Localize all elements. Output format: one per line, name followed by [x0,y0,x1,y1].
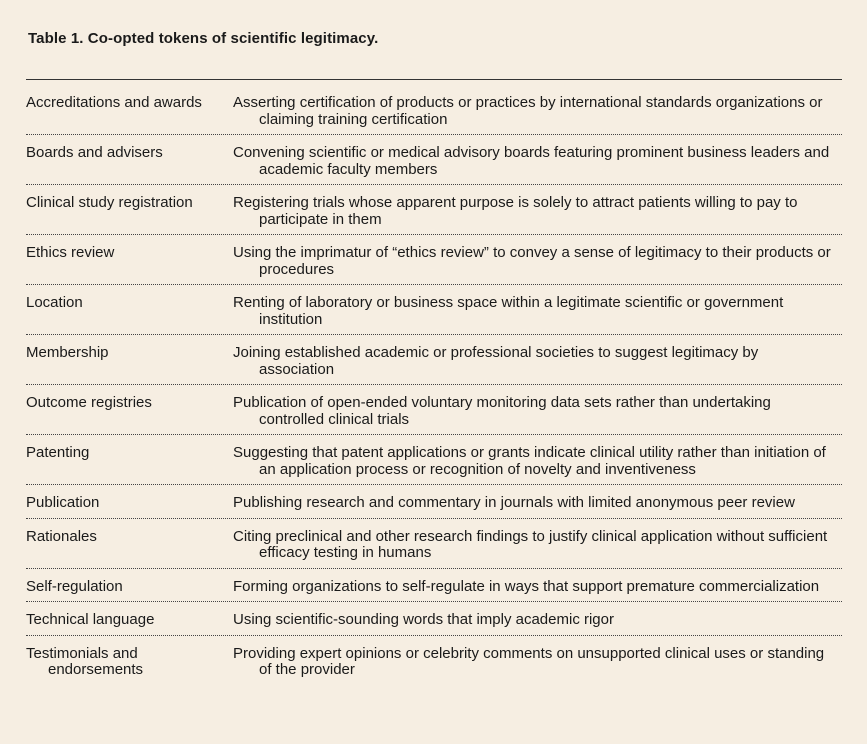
top-rule [26,79,842,80]
row-term: Self-regulation [26,577,123,595]
table-row [26,343,842,385]
row-description: Providing expert opinions or celebrity comments on unsupported clinical uses or standing of the provider [233,644,825,678]
row-term: Patenting [26,444,90,461]
row-description: Asserting certification of products or practices by international standards organizations or claiming training certification [233,94,823,128]
row-description: Using scientific-sounding words that imply academic rigor [233,611,614,628]
row-description: Convening scientific or medical advisory boards featuring prominent business leaders and academic faculty members [233,144,830,178]
table-row [26,243,842,285]
row-description: Suggesting that patent applications or grants indicate clinical utility rather than initiation of an application process or recognition of novelty and inventiveness [233,444,826,478]
row-term: Clinical study registration [26,194,193,211]
row-description: Citing preclinical and other research findings to justify clinical application without sufficient efficacy testing in humans [233,527,828,561]
table-row [26,143,842,185]
row-term: Testimonials and endorsements [26,644,144,678]
row-term: Publication [26,494,100,511]
table-row [26,577,842,603]
row-description: Using the imprimatur of “ethics review” to convey a sense of legitimacy to their products or procedures [233,244,831,278]
row-term: Rationales [26,527,97,545]
row-description: Publishing research and commentary in journals with limited anonymous peer review [233,494,795,511]
table-row [26,443,842,485]
table-row [26,393,842,435]
row-term: Membership [26,344,109,361]
row-term: Location [26,294,83,311]
row-description: Forming organizations to self-regulate in ways that support premature commercialization [233,577,820,595]
row-term: Technical language [26,611,155,628]
table-row [26,644,842,685]
table-row [26,193,842,235]
row-description: Renting of laboratory or business space within a legitimate scientific or government institution [233,294,784,328]
table-row [26,610,842,636]
row-description: Publication of open-ended voluntary monitoring data sets rather than undertaking controlled clinical trials [233,394,771,428]
row-term: Outcome registries [26,394,152,411]
table-row [26,493,842,519]
row-description: Registering trials whose apparent purpose is solely to attract patients willing to pay to participate in them [233,194,798,228]
table-row [26,293,842,335]
table-row [26,93,842,135]
table-title: Table 1. Co-opted tokens of scientific legitimacy. [28,30,379,47]
table-body [26,93,842,693]
row-term: Boards and advisers [26,144,163,161]
row-term: Accreditations and awards [26,94,202,111]
table-row [26,527,842,569]
row-term: Ethics review [26,244,115,261]
row-description: Joining established academic or professional societies to suggest legitimacy by association [233,344,759,378]
